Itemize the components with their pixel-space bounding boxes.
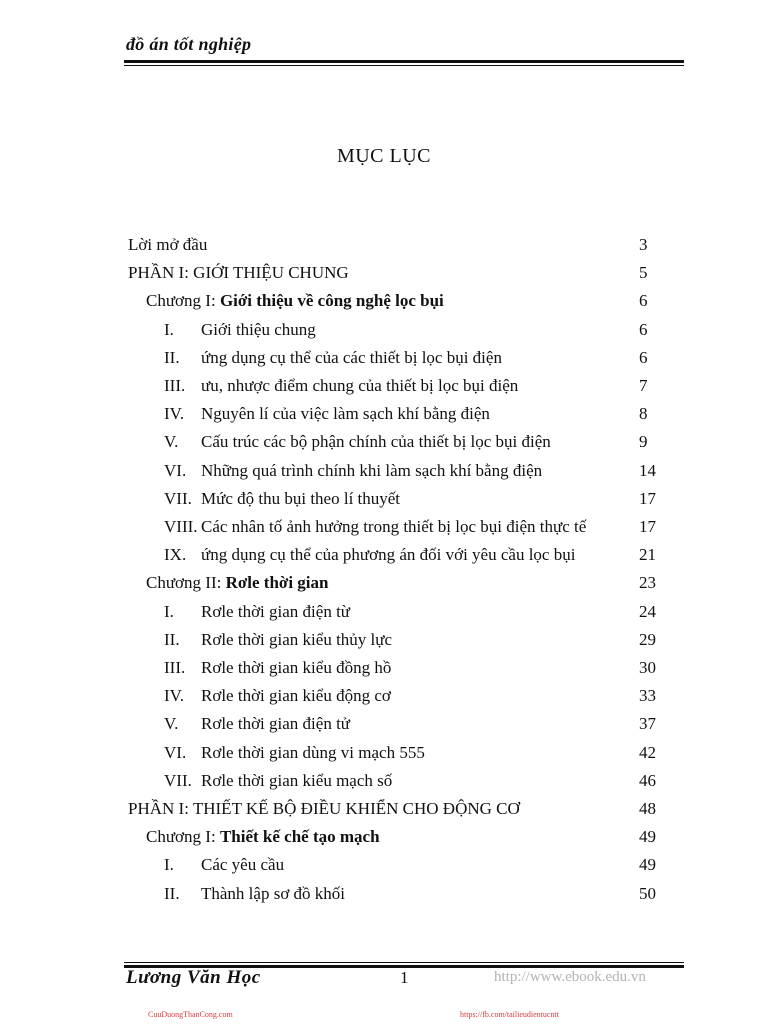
toc-entry-page: 17 — [639, 489, 656, 508]
toc-entry-text: Rơle thời gian dùng vi mạch 555 — [201, 743, 425, 762]
toc-entry-page: 23 — [639, 573, 656, 592]
toc-entry-text: Rơle thời gian điện từ — [201, 602, 351, 621]
toc-entry-page: 5 — [639, 263, 648, 282]
toc-entry-number: IV. — [164, 686, 184, 705]
footer-right-note[interactable]: https://fb.com/tailieudientucntt — [460, 1010, 559, 1019]
footer-url[interactable]: http://www.ebook.edu.vn — [494, 969, 646, 985]
toc-entry-number: II. — [164, 348, 180, 367]
footer-page-number: 1 — [400, 968, 409, 987]
toc-entry-number: III. — [164, 658, 186, 677]
toc-entry — [128, 235, 700, 263]
toc-entry — [164, 771, 700, 799]
toc-entry — [164, 320, 700, 348]
toc-entry-text: PHẦN I: GIỚI THIỆU CHUNG — [128, 263, 349, 282]
toc-entry-text: Những quá trình chính khi làm sạch khí bằng điện — [201, 461, 543, 480]
toc-entry-text: Các yêu cầu — [201, 855, 285, 874]
toc-entry-text: Cấu trúc các bộ phận chính của thiết bị lọc bụi điện — [201, 432, 551, 451]
toc-entry — [128, 799, 700, 827]
toc-entry — [146, 827, 700, 855]
toc-entry-text — [146, 291, 444, 311]
toc-entry-text: ứng dụng cụ thể của phương án đối với yêu cầu lọc bụi — [201, 545, 576, 564]
toc-entry — [164, 489, 700, 517]
toc-entry — [164, 743, 700, 771]
toc-entry-text: Lời mở đầu — [128, 235, 208, 254]
toc-entry-page: 30 — [639, 658, 656, 677]
toc-entry — [164, 432, 700, 460]
toc-entry — [164, 602, 700, 630]
toc-entry-text: Các nhân tố ảnh hưởng trong thiết bị lọc bụi điện thực tế — [201, 517, 587, 536]
toc-entry-page: 33 — [639, 686, 656, 705]
toc-entry-number: II. — [164, 630, 180, 649]
toc-entry — [164, 376, 700, 404]
toc-entry — [164, 404, 700, 432]
toc-entry-page: 6 — [639, 348, 648, 367]
toc-entry-page: 21 — [639, 545, 656, 564]
toc-entry — [164, 517, 700, 545]
toc-entry-text: Rơle thời gian kiểu đồng hồ — [201, 658, 392, 677]
toc-entry-number: I. — [164, 320, 174, 339]
toc-entry-page: 24 — [639, 602, 656, 621]
toc-entry — [164, 461, 700, 489]
toc-entry-number: VII. — [164, 489, 192, 508]
toc-entry-number: V. — [164, 714, 179, 733]
toc-entry-text: Rơle thời gian kiểu thủy lực — [201, 630, 393, 649]
toc-entry-page: 6 — [639, 320, 648, 339]
toc-entry — [146, 573, 700, 601]
toc-entry — [164, 545, 700, 573]
toc-entry — [164, 630, 700, 658]
toc-entry-number: II. — [164, 884, 180, 903]
toc-entry-text: Rơle thời gian điện tử — [201, 714, 351, 733]
footer-left-note[interactable]: CuuDuongThanCong.com — [148, 1010, 233, 1019]
toc-entry-page: 14 — [639, 461, 656, 480]
toc-entry-text: Thành lập sơ đồ khối — [201, 884, 346, 903]
toc-entry-page: 9 — [639, 432, 648, 451]
toc-chapter-title: Rơle thời gian — [225, 573, 329, 592]
toc-entry-number: IX. — [164, 545, 187, 564]
toc-entry-page: 46 — [639, 771, 656, 790]
toc-entry-number: VI. — [164, 461, 187, 480]
toc-entry-number: I. — [164, 602, 174, 621]
toc-entry — [146, 291, 700, 319]
toc-chapter-prefix: Chương I: — [146, 827, 220, 846]
toc-entry-number: VI. — [164, 743, 187, 762]
toc-entry-text — [146, 573, 328, 593]
toc-entry-number: VII. — [164, 771, 192, 790]
toc-entry-page: 8 — [639, 404, 648, 423]
toc-entry-number: VIII. — [164, 517, 198, 536]
toc-entry-page: 49 — [639, 827, 656, 846]
toc-entry-page: 29 — [639, 630, 656, 649]
toc-entry-page: 50 — [639, 884, 656, 903]
toc-entry-number: V. — [164, 432, 179, 451]
toc-entry-page: 7 — [639, 376, 648, 395]
toc-entry-page: 49 — [639, 855, 656, 874]
toc-entry-number: III. — [164, 376, 186, 395]
toc-entry-text: Mức độ thu bụi theo lí thuyết — [201, 489, 401, 508]
toc-chapter-title: Giới thiệu về công nghệ lọc bụi — [219, 291, 444, 310]
toc-entry-text: ưu, nhược điểm chung của thiết bị lọc bụi điện — [201, 376, 519, 395]
toc-entry-text: PHẦN I: THIẾT KẾ BỘ ĐIỀU KHIỂN CHO ĐỘNG CƠ — [128, 799, 520, 818]
toc-entry-number: IV. — [164, 404, 184, 423]
toc-entry-page: 37 — [639, 714, 656, 733]
toc-entry-number: I. — [164, 855, 174, 874]
toc-chapter-title: Thiết kế chế tạo mạch — [219, 827, 380, 846]
toc-entry — [164, 658, 700, 686]
toc-entry-page: 48 — [639, 799, 656, 818]
toc-entry — [164, 348, 700, 376]
footer-rule-thin — [124, 962, 684, 963]
toc-entry-text — [146, 827, 380, 847]
toc-entry-text: ứng dụng cụ thể của các thiết bị lọc bụi điện — [201, 348, 502, 367]
toc-entry-text: Giới thiệu chung — [201, 320, 316, 339]
toc-entry — [164, 884, 700, 912]
toc-entry-page: 3 — [639, 235, 648, 254]
toc-entry-page: 42 — [639, 743, 656, 762]
toc-chapter-prefix: Chương II: — [146, 573, 226, 592]
toc-entry — [164, 686, 700, 714]
toc-entry-text: Rơle thời gian kiểu mạch số — [201, 771, 393, 790]
toc-title: MỤC LỤC — [336, 145, 432, 167]
toc-entry-text: Nguyên lí của việc làm sạch khí bằng điện — [201, 404, 490, 423]
toc-entry — [128, 263, 700, 291]
document-header-title: đồ án tốt nghiệp — [126, 34, 252, 54]
footer-author: Lương Văn Học — [126, 967, 261, 988]
toc-entry-text: Rơle thời gian kiểu động cơ — [201, 686, 391, 705]
toc-entry-page: 17 — [639, 517, 656, 536]
toc-chapter-prefix: Chương I: — [146, 291, 220, 310]
toc-entry — [164, 855, 700, 883]
toc-entry-page: 6 — [639, 291, 648, 310]
toc-entry — [164, 714, 700, 742]
